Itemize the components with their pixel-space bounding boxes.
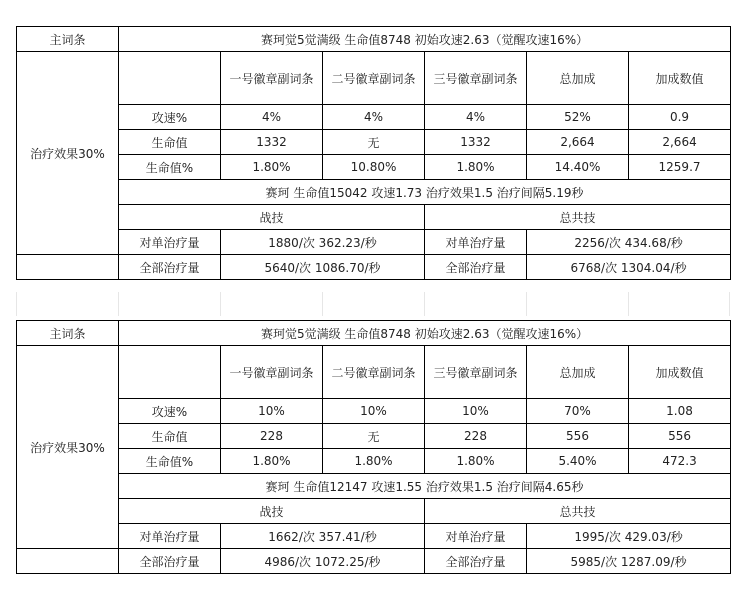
table-row (17, 255, 731, 280)
main-attr-label: 主词条 (17, 27, 119, 52)
header-badge-1: 一号徽章副词条 (221, 346, 323, 399)
header-total: 总加成 (527, 52, 629, 105)
cell: 228 (425, 424, 527, 449)
heal-skill-value: 5640/次 1086.70/秒 (221, 255, 425, 280)
heal-label: 对单治疗量 (119, 524, 221, 549)
table-row (17, 424, 731, 449)
cell: 4% (425, 105, 527, 130)
table-row (17, 549, 731, 574)
row-label: 攻速% (119, 105, 221, 130)
spreadsheet-gap-row (16, 292, 730, 316)
total-skill-header: 总共技 (425, 499, 731, 524)
table-title: 赛珂觉5觉满级 生命值8748 初始攻速2.63（觉醒攻速16%） (119, 321, 731, 346)
spacer-cell (17, 255, 119, 280)
heal-label: 全部治疗量 (119, 549, 221, 574)
table-row (17, 524, 731, 549)
cell: 70% (527, 399, 629, 424)
cell: 1.80% (425, 155, 527, 180)
cell: 1.80% (221, 449, 323, 474)
cell: 556 (527, 424, 629, 449)
heal-total-label: 对单治疗量 (425, 524, 527, 549)
heal-label: 对单治疗量 (119, 230, 221, 255)
table-row (17, 449, 731, 474)
total-skill-header: 总共技 (425, 205, 731, 230)
cell: 2,664 (527, 130, 629, 155)
header-badge-2: 二号徽章副词条 (323, 52, 425, 105)
row-label: 生命值 (119, 130, 221, 155)
cell: 1.08 (629, 399, 731, 424)
cell: 0.9 (629, 105, 731, 130)
summary-line: 赛珂 生命值12147 攻速1.55 治疗效果1.5 治疗间隔4.65秒 (119, 474, 731, 499)
table-row (17, 155, 731, 180)
row-label: 攻速% (119, 399, 221, 424)
table-row (17, 105, 731, 130)
stat-table-1 (16, 26, 731, 280)
heal-skill-value: 1662/次 357.41/秒 (221, 524, 425, 549)
cell: 1.80% (221, 155, 323, 180)
header-badge-3: 三号徽章副词条 (425, 52, 527, 105)
heal-label: 全部治疗量 (119, 255, 221, 280)
heal-total-label: 对单治疗量 (425, 230, 527, 255)
cell: 14.40% (527, 155, 629, 180)
heal-total-label: 全部治疗量 (425, 255, 527, 280)
cell: 无 (323, 130, 425, 155)
cell: 4% (323, 105, 425, 130)
cell: 1259.7 (629, 155, 731, 180)
heal-total-value: 5985/次 1287.09/秒 (527, 549, 731, 574)
table-row (17, 230, 731, 255)
main-attr-label: 主词条 (17, 321, 119, 346)
heal-total-value: 1995/次 429.03/秒 (527, 524, 731, 549)
header-value: 加成数值 (629, 52, 731, 105)
summary-line: 赛珂 生命值15042 攻速1.73 治疗效果1.5 治疗间隔5.19秒 (119, 180, 731, 205)
skill-header: 战技 (119, 499, 425, 524)
header-badge-3: 三号徽章副词条 (425, 346, 527, 399)
header-total: 总加成 (527, 346, 629, 399)
header-value: 加成数值 (629, 346, 731, 399)
skill-header: 战技 (119, 205, 425, 230)
heal-skill-value: 1880/次 362.23/秒 (221, 230, 425, 255)
cell: 10% (425, 399, 527, 424)
cell: 4% (221, 105, 323, 130)
spacer-cell (17, 549, 119, 574)
side-label: 治疗效果30% (17, 52, 119, 255)
table-title: 赛珂觉5觉满级 生命值8748 初始攻速2.63（觉醒攻速16%） (119, 27, 731, 52)
header-empty (119, 52, 221, 105)
cell: 1332 (425, 130, 527, 155)
stat-table-2 (16, 320, 731, 574)
heal-total-label: 全部治疗量 (425, 549, 527, 574)
cell: 10% (323, 399, 425, 424)
header-badge-1: 一号徽章副词条 (221, 52, 323, 105)
cell: 1.80% (425, 449, 527, 474)
cell: 无 (323, 424, 425, 449)
row-label: 生命值% (119, 449, 221, 474)
row-label: 生命值 (119, 424, 221, 449)
cell: 52% (527, 105, 629, 130)
side-label: 治疗效果30% (17, 346, 119, 549)
cell: 472.3 (629, 449, 731, 474)
cell: 10% (221, 399, 323, 424)
cell: 556 (629, 424, 731, 449)
table-row (17, 399, 731, 424)
header-badge-2: 二号徽章副词条 (323, 346, 425, 399)
table-row (17, 130, 731, 155)
cell: 1.80% (323, 449, 425, 474)
header-empty (119, 346, 221, 399)
heal-total-value: 6768/次 1304.04/秒 (527, 255, 731, 280)
heal-skill-value: 4986/次 1072.25/秒 (221, 549, 425, 574)
cell: 5.40% (527, 449, 629, 474)
cell: 228 (221, 424, 323, 449)
row-label: 生命值% (119, 155, 221, 180)
cell: 10.80% (323, 155, 425, 180)
cell: 2,664 (629, 130, 731, 155)
heal-total-value: 2256/次 434.68/秒 (527, 230, 731, 255)
cell: 1332 (221, 130, 323, 155)
